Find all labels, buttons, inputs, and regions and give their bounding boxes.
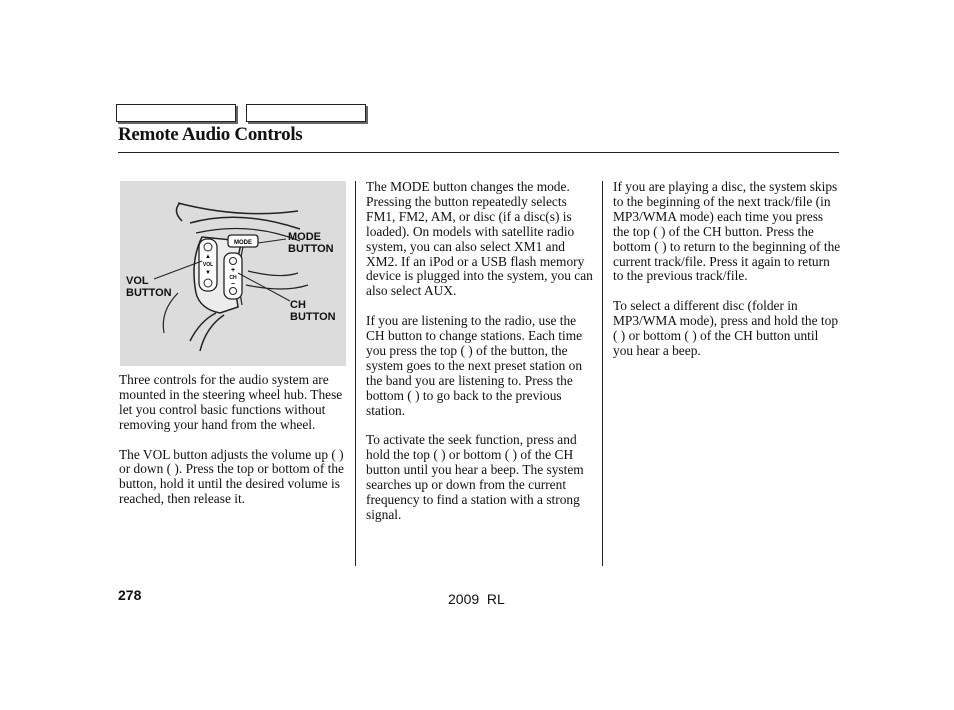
column-divider-2 [602, 181, 603, 566]
svg-text:▲: ▲ [205, 254, 211, 260]
header-tab-1 [116, 104, 236, 122]
text-column-3 [613, 180, 841, 374]
mode-button-label: MODE BUTTON [288, 231, 334, 255]
text-column-1 [119, 373, 345, 522]
svg-text:CH: CH [229, 275, 237, 281]
paragraph: If you are playing a disc, the system skips to the beginning of the next track/file (in MP3/WMA mode) each time you press the top ( ) of the CH button. Press the bottom ( ) to return to the beginning of the current track/file. Press it again to return to the previous track/file. [613, 179, 841, 284]
paragraph: If you are listening to the radio, use the CH button to change stations. Each time you press the top ( ) of the button, the system goes to the next preset station on the band you are listening to. Press the bottom ( ) to go back to the previous station. [366, 313, 583, 418]
svg-text:▼: ▼ [205, 270, 211, 276]
page-number: 278 [118, 587, 142, 603]
paragraph: To select a different disc (folder in MP3/WMA mode), press and hold the top ( ) or bottom ( ) of the CH button until you hear a beep. [613, 298, 839, 358]
svg-text:−: − [230, 281, 236, 288]
svg-text:+: + [230, 267, 236, 274]
title-rule [118, 152, 839, 153]
steering-controls-figure [120, 181, 346, 366]
ch-button-label: CH BUTTON [290, 299, 336, 323]
column-divider-1 [355, 181, 356, 566]
paragraph: To activate the seek function, press and hold the top ( ) or bottom ( ) of the CH button until you hear a beep. The system searches up or down from the current frequency to find a station with a strong signal. [366, 432, 584, 522]
page-title: Remote Audio Controls [118, 124, 303, 145]
paragraph: The MODE button changes the mode. Pressing the button repeatedly selects FM1, FM2, AM, or disc (if a disc(s) is loaded). On models with satellite radio system, you can also select XM1 and XM2. If an iPod or a USB flash memory device is plugged into the system, you can also select AUX. [366, 179, 593, 299]
svg-text:MODE: MODE [234, 240, 252, 246]
footer-model: 2009 RL [448, 591, 505, 607]
svg-text:VOL: VOL [202, 262, 214, 268]
paragraph: The VOL button adjusts the volume up ( ) or down ( ). Press the top or bottom of the button, hold it until the desired volume is reached, then release it. [119, 446, 345, 507]
header-tab-2 [246, 104, 366, 122]
text-column-2 [366, 180, 594, 538]
vol-button-label: VOL BUTTON [126, 275, 172, 299]
steering-wheel-illustration [120, 181, 346, 366]
paragraph: Three controls for the audio system are mounted in the steering wheel hub. These let you control basic functions without removing your hand from the wheel. [119, 372, 343, 432]
